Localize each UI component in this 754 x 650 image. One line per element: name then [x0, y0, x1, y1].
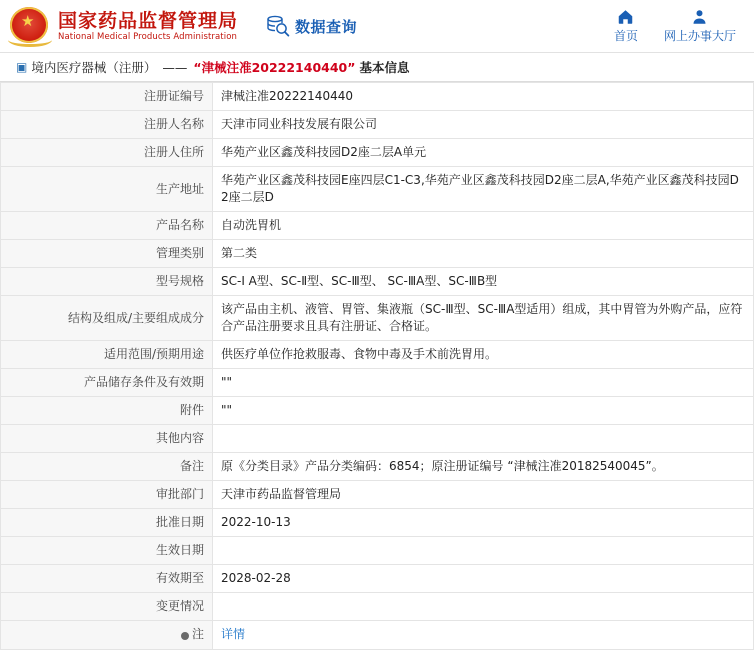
site-header: [0, 0, 754, 52]
row-value: 供医疗单位作抢救服毒、食物中毒及手术前洗胃用。: [213, 341, 754, 369]
row-label: 批准日期: [1, 509, 213, 537]
table-row-note: [1, 621, 754, 650]
info-dot-icon: [181, 632, 189, 640]
national-emblem-icon: ★: [8, 5, 52, 47]
data-query-entry[interactable]: [266, 14, 357, 38]
row-value: 华苑产业区鑫茂科技园E座四层C1-C3,华苑产业区鑫茂科技园D2座二层A,华苑产业区鑫茂科技园D2座二层D: [213, 167, 754, 212]
table-row: [1, 481, 754, 509]
header-nav: [614, 8, 740, 44]
page-title-reg-no: “津械注准20222140440”: [193, 60, 356, 75]
table-row: [1, 509, 754, 537]
document-icon: ▣: [16, 60, 28, 74]
page-title-dash: ——: [162, 59, 188, 75]
record-table-wrap: [0, 82, 754, 650]
row-label: 生产地址: [1, 167, 213, 212]
page-title-prefix: 境内医疗器械（注册）: [31, 60, 157, 75]
row-label: 注册证编号: [1, 83, 213, 111]
row-value: "": [213, 397, 754, 425]
row-label: 注册人住所: [1, 139, 213, 167]
table-row: [1, 425, 754, 453]
registration-info-body: [1, 83, 754, 650]
table-row: [1, 167, 754, 212]
table-row: [1, 593, 754, 621]
row-label: 型号规格: [1, 268, 213, 296]
note-label: 注: [191, 627, 204, 641]
row-value: 天津市同业科技发展有限公司: [213, 111, 754, 139]
table-row: [1, 296, 754, 341]
row-label: 变更情况: [1, 593, 213, 621]
home-icon: [616, 8, 635, 28]
org-name-en: National Medical Products Administration: [58, 31, 237, 42]
data-search-icon: [266, 14, 290, 38]
row-label: 备注: [1, 453, 213, 481]
row-value: 天津市药品监督管理局: [213, 481, 754, 509]
table-row: [1, 268, 754, 296]
row-label: 其他内容: [1, 425, 213, 453]
user-icon: [690, 8, 709, 28]
row-label: 管理类别: [1, 240, 213, 268]
table-row: [1, 83, 754, 111]
table-row: [1, 139, 754, 167]
table-row: [1, 397, 754, 425]
table-row: [1, 537, 754, 565]
row-label: 注册人名称: [1, 111, 213, 139]
row-label: 生效日期: [1, 537, 213, 565]
row-value: 2028-02-28: [213, 565, 754, 593]
row-value: 2022-10-13: [213, 509, 754, 537]
row-value: "": [213, 369, 754, 397]
row-value: 华苑产业区鑫茂科技园D2座二层A单元: [213, 139, 754, 167]
row-label: 有效期至: [1, 565, 213, 593]
table-row: [1, 565, 754, 593]
table-row: [1, 369, 754, 397]
row-value: 津械注准20222140440: [213, 83, 754, 111]
row-label: 适用范围/预期用途: [1, 341, 213, 369]
row-value: [213, 425, 754, 453]
table-row: [1, 212, 754, 240]
data-query-label: 数据查询: [295, 17, 358, 36]
row-value: 自动洗胃机: [213, 212, 754, 240]
row-value: 第二类: [213, 240, 754, 268]
table-row: [1, 341, 754, 369]
row-label: 产品储存条件及有效期: [1, 369, 213, 397]
row-label: 附件: [1, 397, 213, 425]
row-value: 该产品由主机、液管、胃管、集液瓶（SC-Ⅲ型、SC-ⅢA型适用）组成，其中胃管为外购产品，应符合产品注册要求且具有注册证、合格证。: [213, 296, 754, 341]
table-row: [1, 240, 754, 268]
registration-info-table: [0, 82, 754, 650]
row-label-note: [1, 621, 213, 650]
row-value: [213, 537, 754, 565]
row-value: [213, 593, 754, 621]
table-row: [1, 453, 754, 481]
table-row: [1, 111, 754, 139]
nav-item-home[interactable]: [614, 8, 638, 44]
row-label: 结构及组成/主要组成成分: [1, 296, 213, 341]
brand-block: [58, 10, 238, 43]
detail-link[interactable]: 详情: [221, 627, 246, 642]
page-title-bar: [0, 52, 754, 82]
page-title-suffix: 基本信息: [359, 60, 410, 75]
row-value: SC-Ⅰ A型、SC-Ⅱ型、SC-Ⅲ型、 SC-ⅢA型、SC-ⅢB型: [213, 268, 754, 296]
nav-item-home-label: 首页: [613, 29, 638, 43]
nav-item-online-hall[interactable]: [664, 8, 736, 44]
nav-item-online-hall-label: 网上办事大厅: [663, 29, 736, 43]
row-label: 产品名称: [1, 212, 213, 240]
row-value: 原《分类目录》产品分类编码：6854；原注册证编号 “津械注准20182540045”。: [213, 453, 754, 481]
row-value-note: [213, 621, 754, 650]
org-name-cn: 国家药品监督管理局: [58, 9, 239, 32]
row-label: 审批部门: [1, 481, 213, 509]
